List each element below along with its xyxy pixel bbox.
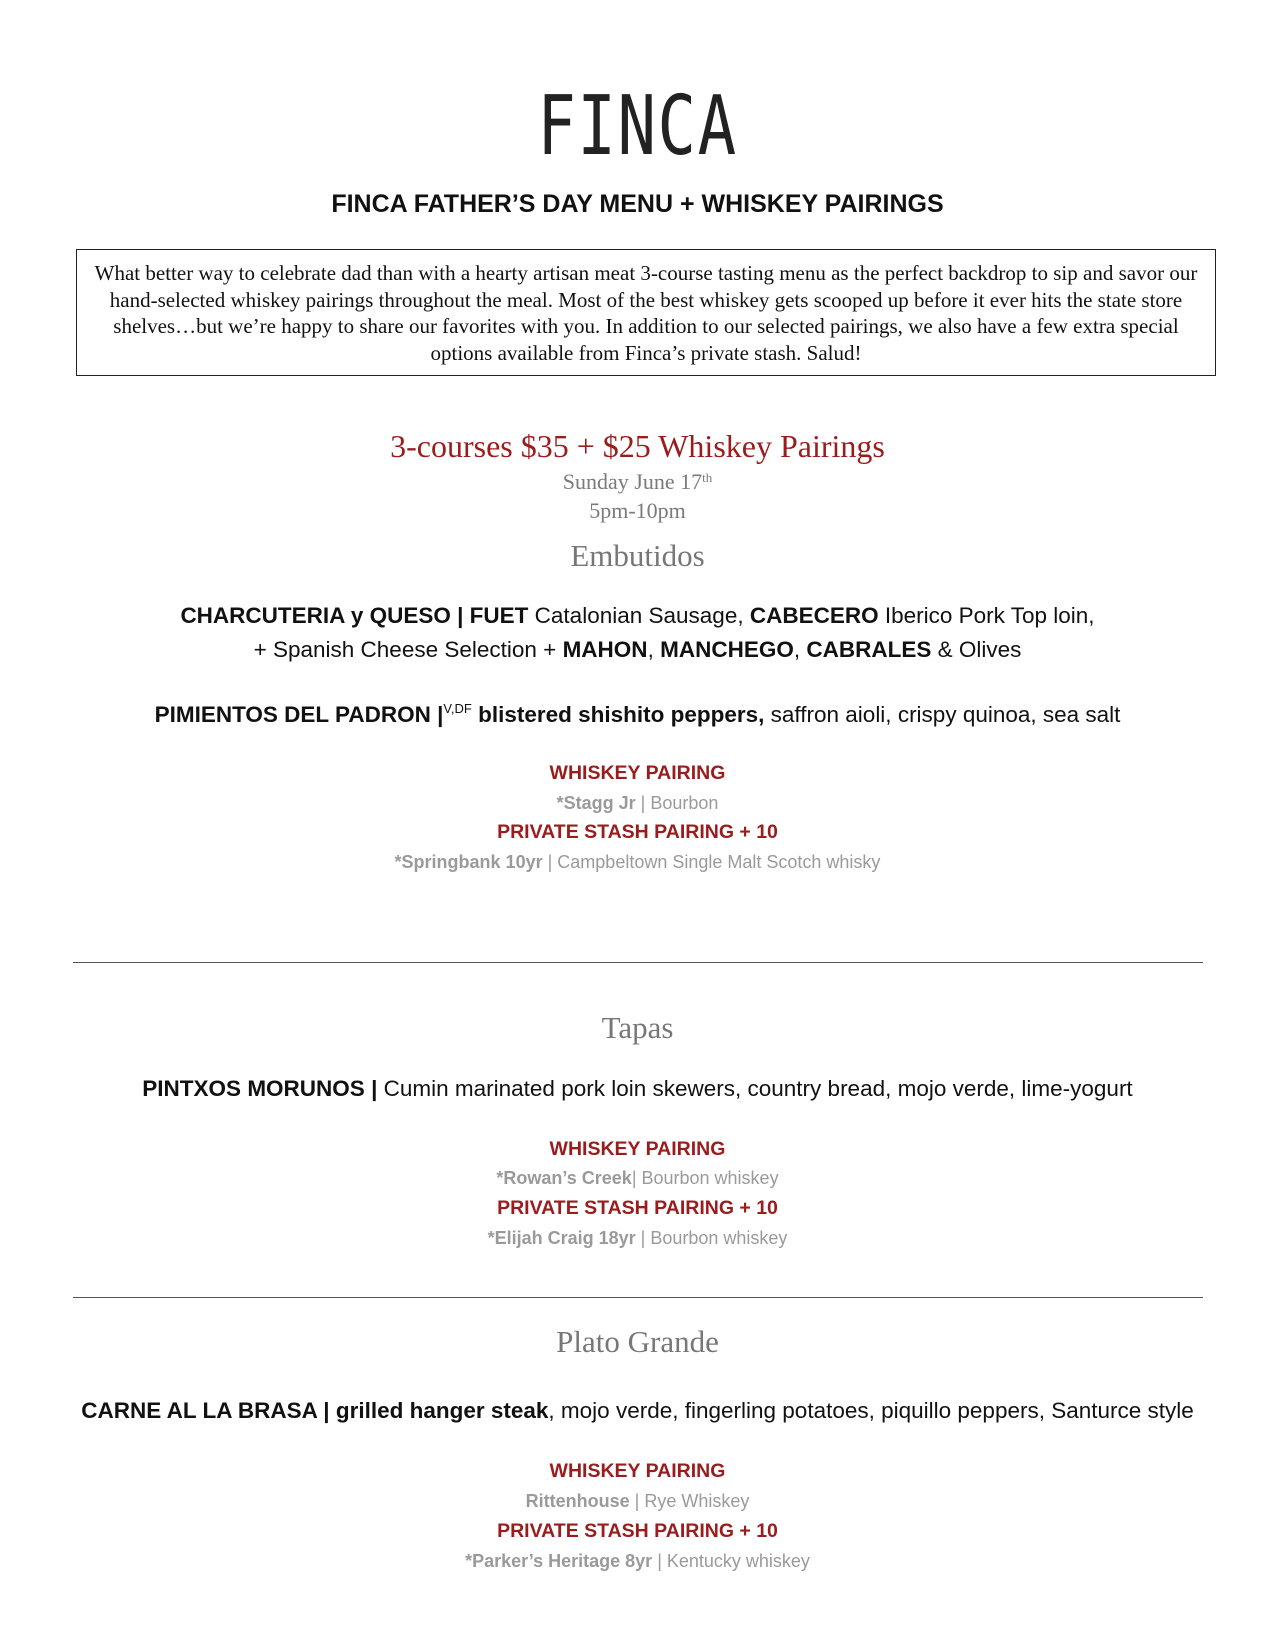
private-stash-label: PRIVATE STASH PAIRING + 10 [497, 1197, 778, 1219]
dish-desc: & Olives [931, 637, 1022, 662]
date-line [0, 467, 1275, 496]
private-stash-pairing [0, 1551, 1275, 1572]
dish-desc: , mojo verde, fingerling potatoes, piquillo peppers, Santurce style [548, 1398, 1194, 1423]
cheese-cabrales: CABRALES [806, 637, 932, 662]
dietary-tag: V,DF [443, 701, 472, 716]
dish-highlight: blistered shishito peppers, [471, 702, 765, 727]
hours-line: 5pm-10pm [589, 498, 686, 523]
intro-box [76, 249, 1216, 376]
dish-name: CARNE AL LA BRASA | grilled hanger steak [81, 1398, 549, 1423]
whiskey-pairing [0, 1491, 1275, 1512]
price-line: 3-courses $35 + $25 Whiskey Pairings [390, 428, 885, 464]
whiskey-type: | Rye Whiskey [629, 1491, 750, 1511]
dish-desc: Iberico Pork Top loin, [878, 603, 1095, 628]
date-suffix: th [702, 470, 713, 485]
dish-line-2 [0, 633, 1275, 667]
whiskey-pairing [0, 793, 1275, 814]
page-title: FINCA FATHER’S DAY MENU + WHISKEY PAIRINGS [331, 190, 944, 218]
whiskey-pairing-label: WHISKEY PAIRING [549, 762, 726, 784]
section-divider [73, 1297, 1203, 1298]
dish-name: PIMIENTOS DEL PADRON | [154, 702, 444, 727]
whiskey-name: *Stagg Jr [556, 793, 636, 813]
section-divider [73, 962, 1203, 963]
whiskey-name: Rittenhouse [525, 1491, 630, 1511]
intro-text: What better way to celebrate dad than with a hearty artisan meat 3-course tasting menu as the perfect backdrop to sip and savor our hand-selected whiskey pairings throughout the meal. Most of the best whiskey gets scooped up before it ever hits the state store shelves…but we’re happy to share our favorites with you. In addition to our selected pairings, we also have a few extra special options available from Finca’s private stash. Salud! [94, 261, 1198, 365]
whiskey-name: *Elijah Craig 18yr [487, 1228, 636, 1248]
whiskey-name: *Parker’s Heritage 8yr [465, 1551, 653, 1571]
dish-desc: Cumin marinated pork loin skewers, country bread, mojo verde, lime-yogurt [377, 1076, 1133, 1101]
section-heading-tapas: Tapas [601, 1010, 674, 1045]
whiskey-name: *Springbank 10yr [394, 852, 543, 872]
whiskey-type: | Bourbon whiskey [631, 1168, 779, 1188]
private-stash-label: PRIVATE STASH PAIRING + 10 [497, 821, 778, 843]
dish-pimientos [0, 698, 1275, 732]
date-day: Sunday June 17 [562, 469, 703, 494]
dish-line-1 [0, 599, 1275, 633]
dish-pintxos [0, 1072, 1275, 1106]
event-date [0, 467, 1275, 525]
dish-name: CHARCUTERIA y QUESO | FUET [180, 603, 529, 628]
separator: , [647, 637, 661, 662]
whiskey-type: | Campbeltown Single Malt Scotch whisky [542, 852, 881, 872]
dish-name: PINTXOS MORUNOS | [142, 1076, 378, 1101]
whiskey-pairing-label: WHISKEY PAIRING [549, 1138, 726, 1160]
private-stash-pairing [0, 1228, 1275, 1249]
section-heading-embutidos: Embutidos [570, 538, 705, 573]
whiskey-name: *Rowan’s Creek [496, 1168, 632, 1188]
cheese-manchego: MANCHEGO [660, 637, 794, 662]
whiskey-type: | Bourbon [635, 793, 719, 813]
cheese-mahon: MAHON [562, 637, 648, 662]
dish-desc: saffron aioli, crispy quinoa, sea salt [764, 702, 1121, 727]
private-stash-label: PRIVATE STASH PAIRING + 10 [497, 1520, 778, 1542]
dish-desc: Catalonian Sausage, [528, 603, 750, 628]
private-stash-pairing [0, 852, 1275, 873]
dish-carne [0, 1394, 1275, 1428]
dish-charcuteria [0, 599, 1275, 667]
section-heading-plato-grande: Plato Grande [556, 1324, 719, 1359]
whiskey-pairing [0, 1168, 1275, 1189]
finca-logo: FINCA [537, 79, 738, 174]
whiskey-type: | Bourbon whiskey [635, 1228, 788, 1248]
dish-desc: + Spanish Cheese Selection + [253, 637, 563, 662]
whiskey-type: | Kentucky whiskey [652, 1551, 810, 1571]
separator: , [793, 637, 807, 662]
whiskey-pairing-label: WHISKEY PAIRING [549, 1460, 726, 1482]
dish-item: CABECERO [749, 603, 879, 628]
